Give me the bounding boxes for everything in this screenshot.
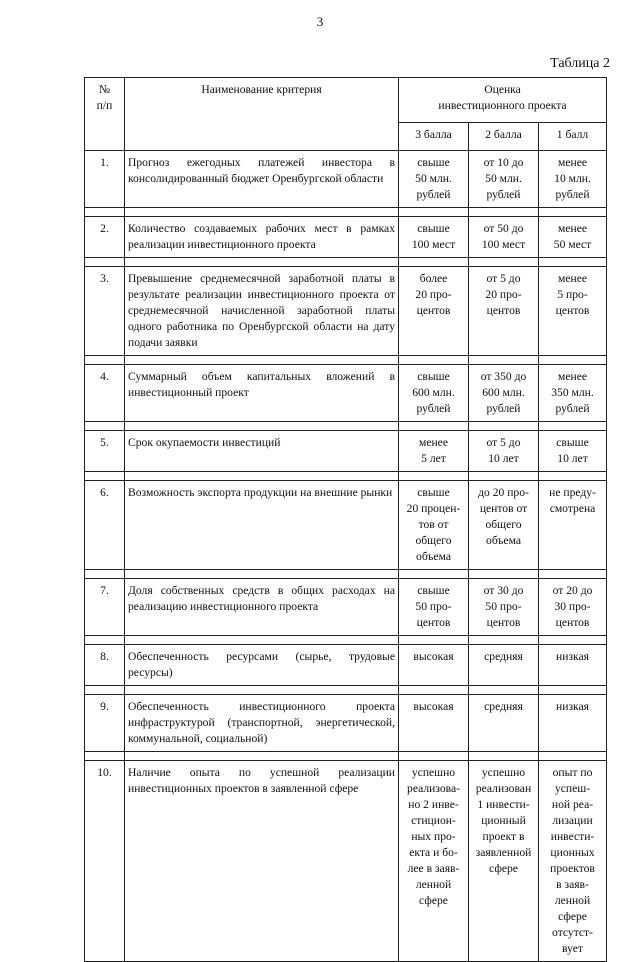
score-1-value: менее 350 млн. рублей [539,365,607,422]
spacer-cell [469,686,539,695]
spacer-cell [85,356,125,365]
score-2-value: от 5 до 10 лет [469,431,539,472]
spacer-cell [399,570,469,579]
spacer-cell [399,752,469,761]
row-number: 3. [85,267,125,356]
spacer-cell [469,258,539,267]
header-score-3: 3 балла [399,123,469,151]
spacer-cell [539,570,607,579]
score-3-value: свыше 100 мест [399,217,469,258]
score-1-value: менее 10 млн. рублей [539,151,607,208]
spacer-cell [85,570,125,579]
header-score-2: 2 балла [469,123,539,151]
criterion-name: Суммарный объем капитальных вложений в инвестиционный проект [125,365,399,422]
table-row [85,431,607,472]
row-number: 4. [85,365,125,422]
score-2-value: от 350 до 600 млн. рублей [469,365,539,422]
score-3-value: свыше 20 процен- тов от общего объема [399,481,469,570]
table-caption: Таблица 2 [550,56,610,71]
spacer-cell [125,636,399,645]
spacer-cell [399,356,469,365]
row-number: 8. [85,645,125,686]
spacer-cell [399,636,469,645]
spacer-cell [125,686,399,695]
row-number: 2. [85,217,125,258]
table-row [85,267,607,356]
criterion-name: Наличие опыта по успешной реализации инвестиционных проектов в заявленной сфере [125,761,399,962]
score-2-value: от 30 до 50 про- центов [469,579,539,636]
table-header-row [85,78,607,123]
criterion-name: Количество создаваемых рабочих мест в рамках реализации инвестиционного проекта [125,217,399,258]
spacer-cell [539,686,607,695]
spacer-cell [469,636,539,645]
score-1-value: низкая [539,645,607,686]
score-1-value: менее 5 про- центов [539,267,607,356]
criterion-name: Доля собственных средств в общих расходах на реализацию инвестиционного проекта [125,579,399,636]
spacer-cell [85,636,125,645]
row-number: 5. [85,431,125,472]
criterion-name: Превышение среднемесячной заработной платы в результате реализации инвестиционного проекта от среднемесячной начисленной заработной платы одного работника по Оренбургской области на дату подачи заявки [125,267,399,356]
spacer-cell [469,208,539,217]
score-1-value: менее 50 мест [539,217,607,258]
score-3-value: свыше 50 про- центов [399,579,469,636]
spacer-cell [85,686,125,695]
score-2-value: от 5 до 20 про- центов [469,267,539,356]
criterion-name: Прогноз ежегодных платежей инвестора в консолидированный бюджет Оренбургской области [125,151,399,208]
spacer-cell [85,472,125,481]
spacer-cell [539,356,607,365]
spacer-cell [125,472,399,481]
score-3-value: высокая [399,645,469,686]
spacer-cell [539,472,607,481]
score-1-value: свыше 10 лет [539,431,607,472]
row-spacer [85,258,607,267]
row-spacer [85,570,607,579]
spacer-cell [469,356,539,365]
score-3-value: более 20 про- центов [399,267,469,356]
table-row [85,645,607,686]
spacer-cell [399,208,469,217]
spacer-cell [85,422,125,431]
spacer-cell [469,752,539,761]
score-2-value: успешно реализован 1 инвести- ционный проект в заявленной сфере [469,761,539,962]
table-row [85,217,607,258]
spacer-cell [125,570,399,579]
score-3-value: свыше 600 млн. рублей [399,365,469,422]
spacer-cell [399,258,469,267]
spacer-cell [539,422,607,431]
spacer-cell [469,472,539,481]
spacer-cell [399,686,469,695]
table-row [85,365,607,422]
table-row [85,151,607,208]
spacer-cell [125,422,399,431]
score-2-value: от 10 до 50 млн. рублей [469,151,539,208]
page-number: 3 [316,14,324,29]
row-spacer [85,422,607,431]
criterion-name: Обеспеченность ресурсами (сырье, трудовые ресурсы) [125,645,399,686]
criteria-table [84,77,607,962]
row-spacer [85,636,607,645]
score-3-value: менее 5 лет [399,431,469,472]
header-score: Оценка инвестиционного проекта [399,78,607,123]
table-row [85,761,607,962]
score-2-value: от 50 до 100 мест [469,217,539,258]
spacer-cell [85,208,125,217]
criterion-name: Обеспеченность инвестиционного проекта инфраструктурой (транспортной, энергетической, коммунальной, социальной) [125,695,399,752]
row-spacer [85,356,607,365]
score-2-value: средняя [469,645,539,686]
spacer-cell [125,356,399,365]
criterion-name: Срок окупаемости инвестиций [125,431,399,472]
criterion-name: Возможность экспорта продукции на внешние рынки [125,481,399,570]
table-row [85,695,607,752]
spacer-cell [125,258,399,267]
spacer-cell [539,258,607,267]
row-number: 10. [85,761,125,962]
spacer-cell [85,258,125,267]
score-1-value: опыт по успеш- ной реа- лизации инвести- ционных проектов в заяв- ленной сфере отсутст- вует [539,761,607,962]
spacer-cell [85,752,125,761]
score-2-value: средняя [469,695,539,752]
row-spacer [85,752,607,761]
score-3-value: высокая [399,695,469,752]
row-number: 1. [85,151,125,208]
table-row [85,481,607,570]
spacer-cell [399,472,469,481]
score-1-value: низкая [539,695,607,752]
header-score-1: 1 балл [539,123,607,151]
spacer-cell [399,422,469,431]
score-1-value: не преду- смотрена [539,481,607,570]
row-number: 6. [85,481,125,570]
spacer-cell [125,752,399,761]
score-1-value: от 20 до 30 про- центов [539,579,607,636]
spacer-cell [539,752,607,761]
spacer-cell [539,636,607,645]
spacer-cell [469,570,539,579]
row-number: 9. [85,695,125,752]
score-3-value: успешно реализова- но 2 инве- стицион- ных про- екта и бо- лее в заяв- ленной сфере [399,761,469,962]
spacer-cell [125,208,399,217]
spacer-cell [539,208,607,217]
row-number: 7. [85,579,125,636]
header-criterion-name: Наименование критерия [125,78,399,151]
score-2-value: до 20 про- центов от общего объема [469,481,539,570]
spacer-cell [469,422,539,431]
score-3-value: свыше 50 млн. рублей [399,151,469,208]
row-spacer [85,686,607,695]
header-number: № п/п [85,78,125,151]
table-row [85,579,607,636]
row-spacer [85,472,607,481]
row-spacer [85,208,607,217]
